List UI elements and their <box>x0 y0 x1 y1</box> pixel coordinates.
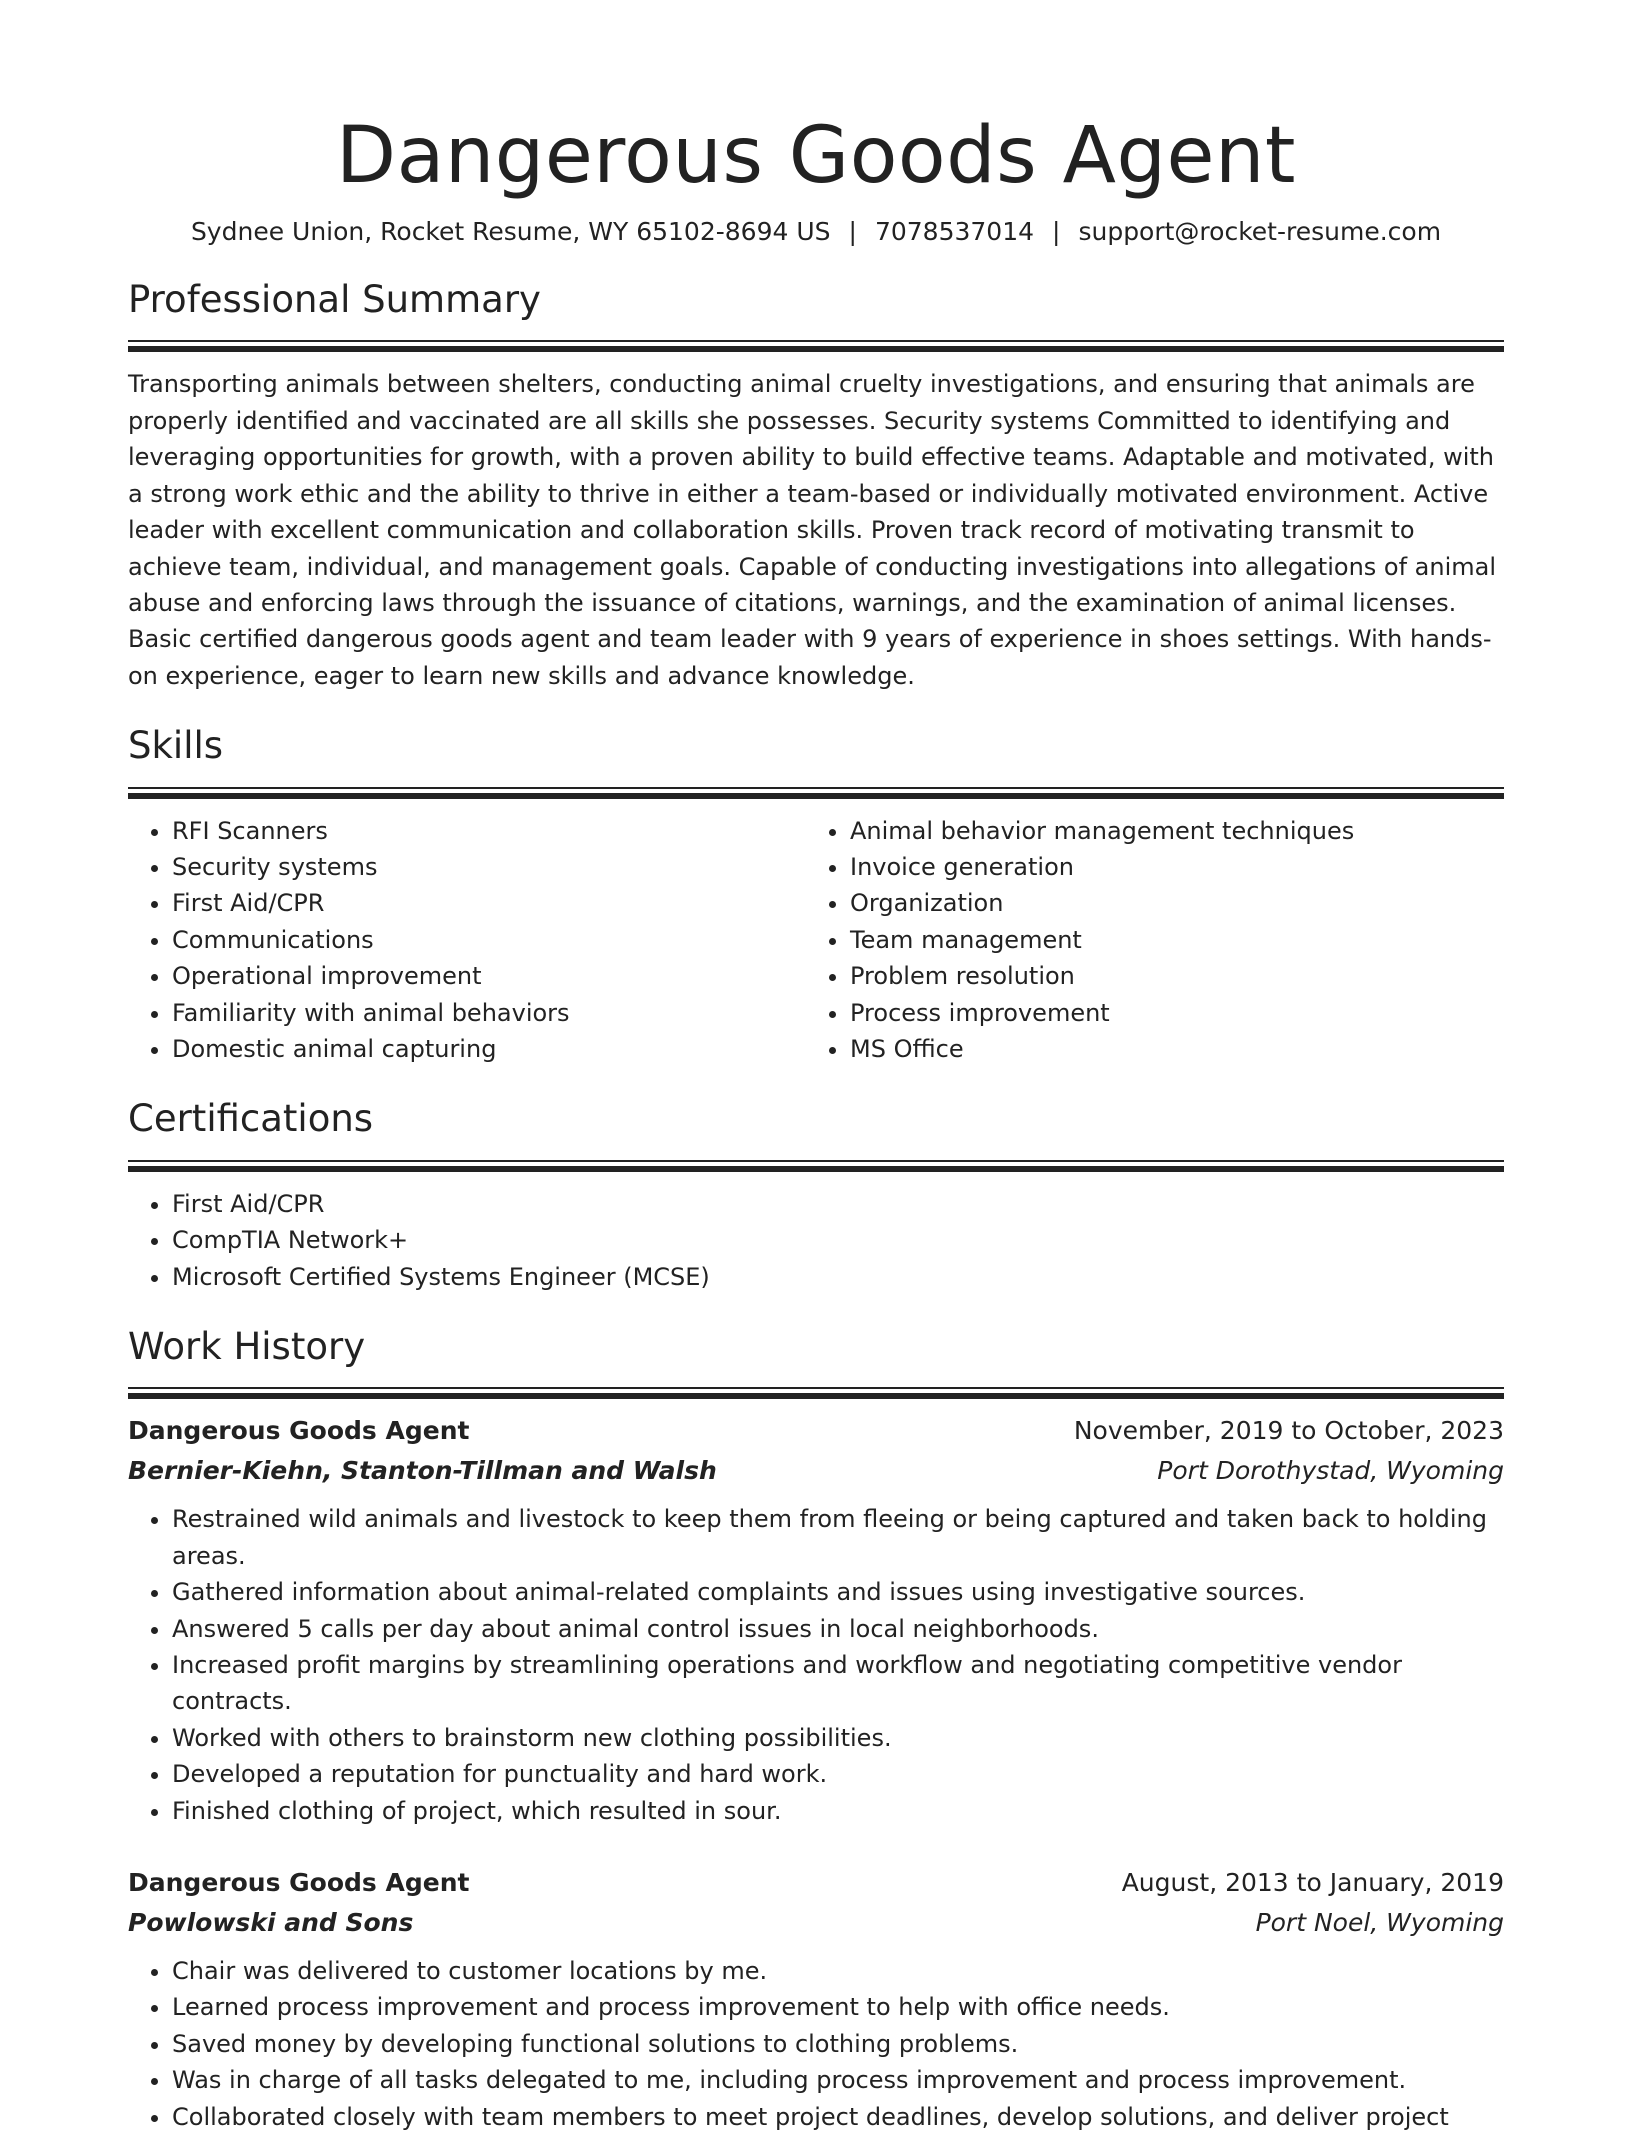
contact-address: Sydnee Union, Rocket Resume, WY 65102-8694 US <box>190 216 831 246</box>
certification-item: • Microsoft Certified Systems Engineer (MCSE) <box>172 1259 1504 1295</box>
job-bullets <box>128 1953 1504 2135</box>
skill-item: • Familiarity with animal behaviors <box>172 995 806 1031</box>
skill-item: • MS Office <box>850 1031 1484 1067</box>
job-bullet: • Restrained wild animals and livestock to keep them from fleeing or being captured and taken back to holding areas. <box>172 1501 1504 1574</box>
section-divider <box>128 1160 1504 1172</box>
job-company: Bernier-Kiehn, Stanton-Tillman and Walsh <box>128 1456 717 1486</box>
contact-separator: | <box>848 216 857 246</box>
job-title: Dangerous Goods Agent <box>128 1868 470 1898</box>
resume-name: Dangerous Goods Agent <box>336 111 1296 201</box>
job-dates: November, 2019 to October, 2023 <box>1073 1416 1504 1446</box>
skill-item: • Operational improvement <box>172 958 806 994</box>
job-bullets <box>128 1501 1504 1829</box>
contact-phone: 7078537014 <box>874 216 1035 246</box>
skill-item: • Communications <box>172 922 806 958</box>
job-header <box>128 1863 1504 1903</box>
contact-email: support@rocket-resume.com <box>1078 216 1442 246</box>
summary-title: Professional Summary <box>128 278 541 322</box>
certification-item: • First Aid/CPR <box>172 1186 1504 1222</box>
skill-item: • Security systems <box>172 849 806 885</box>
job-location: Port Dorothystad, Wyoming <box>1157 1456 1504 1486</box>
job-title: Dangerous Goods Agent <box>128 1416 470 1446</box>
certifications-section <box>128 1097 1504 1295</box>
summary-section <box>128 278 1504 694</box>
skills-section <box>128 724 1504 1067</box>
job-entry <box>128 1411 1504 1829</box>
skill-item: • Organization <box>850 885 1484 921</box>
skills-list-left <box>128 813 806 1068</box>
job-bullet: • Increased profit margins by streamlining operations and workflow and negotiating competitive vendor contracts. <box>172 1647 1504 1720</box>
job-bullet: • Chair was delivered to customer locations by me. <box>172 1953 1504 1989</box>
job-company: Powlowski and Sons <box>128 1908 414 1938</box>
job-bullet: • Developed a reputation for punctuality and hard work. <box>172 1756 1504 1792</box>
skill-item: • First Aid/CPR <box>172 885 806 921</box>
job-dates: August, 2013 to January, 2019 <box>1121 1868 1504 1898</box>
job-bullet: • Gathered information about animal-related complaints and issues using investigative sources. <box>172 1574 1504 1610</box>
job-bullet: • Collaborated closely with team members to meet project deadlines, develop solutions, and deliver project <box>172 2099 1504 2135</box>
skill-item: • Problem resolution <box>850 958 1484 994</box>
skill-item: • Animal behavior management techniques <box>850 813 1484 849</box>
job-bullet: • Was in charge of all tasks delegated to me, including process improvement and process improvement. <box>172 2062 1504 2098</box>
job-subheader <box>128 1903 1504 1943</box>
job-location: Port Noel, Wyoming <box>1255 1908 1504 1938</box>
section-divider <box>128 1387 1504 1399</box>
work-history-section <box>128 1325 1504 2135</box>
contact-separator: | <box>1052 216 1061 246</box>
skill-item: • Team management <box>850 922 1484 958</box>
skills-column-left <box>128 813 806 1068</box>
section-divider <box>128 340 1504 352</box>
certification-item: • CompTIA Network+ <box>172 1222 1504 1258</box>
summary-text: Transporting animals between shelters, conducting animal cruelty investigations, and ensuring that animals are properly identified and vaccinated are all skills she possesses. Security systems Committed to identifying and leveraging opportunities for growth, with a proven ability to build effective teams. Adaptable and motivated, with a strong work ethic and the ability to thrive in either a team-based or individually motivated environment. Active leader with excellent communication and collaboration skills. Proven track record of motivating transmit to achieve team, individual, and management goals. Capable of conducting investigations into allegations of animal abuse and enforcing laws through the issuance of citations, warnings, and the examination of animal licenses. Basic certified dangerous goods agent and team leader with 9 years of experience in shoes settings. With hands-on experience, eager to learn new skills and advance knowledge. <box>128 370 1497 690</box>
skills-grid <box>128 813 1504 1068</box>
skill-item: • RFI Scanners <box>172 813 806 849</box>
skill-item: • Domestic animal capturing <box>172 1031 806 1067</box>
certifications-title: Certifications <box>128 1097 374 1141</box>
job-subheader <box>128 1451 1504 1491</box>
job-bullet: • Finished clothing of project, which resulted in sour. <box>172 1793 1504 1829</box>
contact-line <box>128 216 1504 249</box>
skills-column-right <box>806 813 1484 1068</box>
job-bullet: • Saved money by developing functional solutions to clothing problems. <box>172 2026 1504 2062</box>
resume-page <box>128 110 1504 2135</box>
work-history-title: Work History <box>128 1324 366 1368</box>
skill-item: • Invoice generation <box>850 849 1484 885</box>
skill-item: • Process improvement <box>850 995 1484 1031</box>
skills-list-right <box>806 813 1484 1068</box>
job-bullet: • Answered 5 calls per day about animal control issues in local neighborhoods. <box>172 1611 1504 1647</box>
job-header <box>128 1411 1504 1451</box>
certifications-list <box>128 1186 1504 1295</box>
skills-title: Skills <box>128 724 224 768</box>
job-entry <box>128 1863 1504 2135</box>
job-bullet: • Worked with others to brainstorm new clothing possibilities. <box>172 1720 1504 1756</box>
job-bullet: • Learned process improvement and process improvement to help with office needs. <box>172 1989 1504 2025</box>
section-divider <box>128 787 1504 799</box>
